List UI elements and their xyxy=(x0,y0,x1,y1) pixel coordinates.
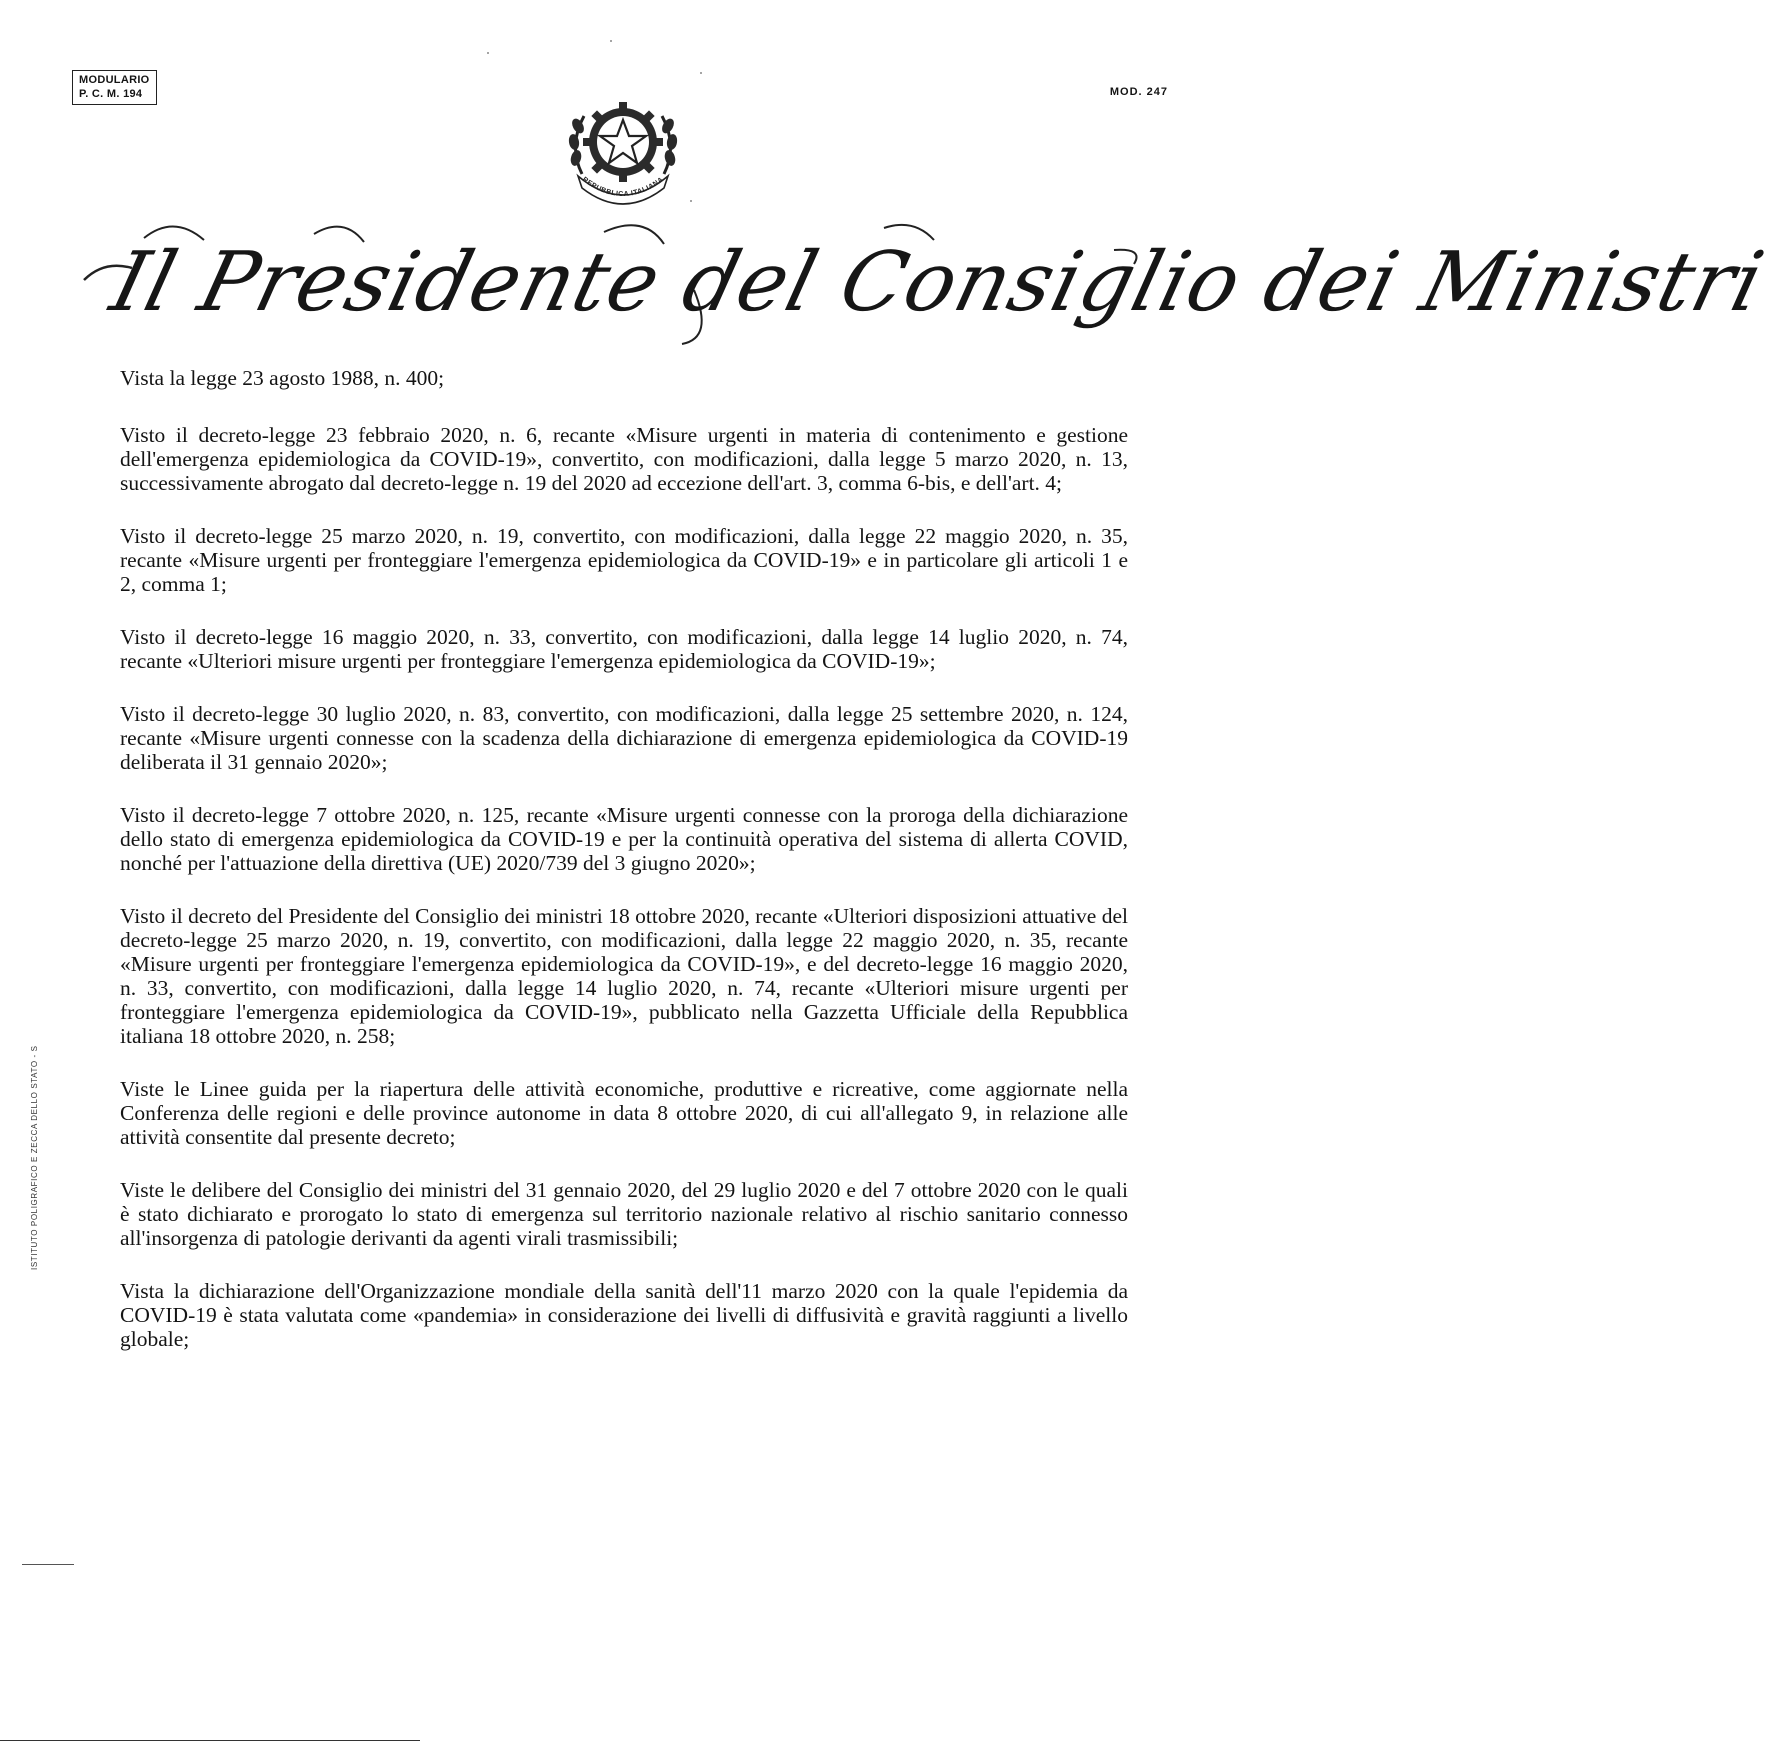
paragraph-4: Visto il decreto-legge 16 maggio 2020, n. 33, convertito, con modificazioni, dalla legge 14 luglio 2020, n. 74, recante «Ulteriori misure urgenti per fronteggiare l'emergenza epidemiologica da COVID-19»; xyxy=(120,625,1128,673)
paragraph-1: Vista la legge 23 agosto 1988, n. 400; xyxy=(120,366,445,390)
paragraph-3: Visto il decreto-legge 25 marzo 2020, n. 19, convertito, con modificazioni, dalla legge 22 maggio 2020, n. 35, recante «Misure urgenti per fronteggiare l'emergenza epidemiologica da COVID-19» e in particolare gli articoli 1 e 2, comma 1; xyxy=(120,524,1128,596)
modulario-line-2: P. C. M. 194 xyxy=(79,88,143,100)
scan-speck xyxy=(690,200,692,202)
paragraph-7: Visto il decreto del Presidente del Consiglio dei ministri 18 ottobre 2020, recante «Ulteriori disposizioni attuative del decreto-legge 25 marzo 2020, n. 19, convertito, con modificazioni, dalla legge 22 maggio 2020, n. 35, recante «Misure urgenti per fronteggiare l'emergenza epidemiologica da COVID-19», e del decreto-legge 16 maggio 2020, n. 33, convertito, con modificazioni, dalla legge 14 luglio 2020, n. 74, recante «Ulteriori misure urgenti per fronteggiare l'emergenza epidemiologica da COVID-19», pubblicato nella Gazzetta Ufficiale della Repubblica italiana 18 ottobre 2020, n. 258; xyxy=(120,904,1128,1048)
paragraph-5: Visto il decreto-legge 30 luglio 2020, n. 83, convertito, con modificazioni, dalla legge 25 settembre 2020, n. 124, recante «Misure urgenti connesse con la scadenza della dichiarazione di emergenza epidemiologica da COVID-19 deliberata il 31 gennaio 2020»; xyxy=(120,702,1128,774)
document-body xyxy=(120,366,1128,1380)
paragraph-10: Vista la dichiarazione dell'Organizzazione mondiale della sanità dell'11 marzo 2020 con la quale l'epidemia da COVID-19 è stata valutata come «pandemia» in considerazione dei livelli di diffusività e gravità raggiunti a livello globale; xyxy=(120,1279,1128,1351)
paragraph-8: Viste le Linee guida per la riapertura delle attività economiche, produttive e ricreative, come aggiornate nella Conferenza delle regioni e delle province autonome in data 8 ottobre 2020, di cui all'allegato 9, in relazione alle attività consentite dal presente decreto; xyxy=(120,1077,1128,1149)
paragraph-6: Visto il decreto-legge 7 ottobre 2020, n. 125, recante «Misure urgenti connesse con la proroga della dichiarazione dello stato di emergenza epidemiologica da COVID-19 e per la continuità operativa del sistema di allerta COVID, nonché per l'attuazione della direttiva (UE) 2020/739 del 3 giugno 2020»; xyxy=(120,803,1128,875)
paragraph-9: Viste le delibere del Consiglio dei ministri del 31 gennaio 2020, del 29 luglio 2020 e del 7 ottobre 2020 con le quali è stato dichiarato e prorogato lo stato di emergenza sul territorio nazionale relativo al rischio sanitario connesso all'insorgenza di patologie derivanti da agenti virali trasmissibili; xyxy=(120,1178,1128,1250)
modulario-stamp xyxy=(72,70,157,105)
printer-margin-note: ISTITUTO POLIGRAFICO E ZECCA DELLO STATO - S xyxy=(30,1045,39,1270)
form-code: MOD. 247 xyxy=(1109,86,1168,98)
scan-speck xyxy=(487,52,489,54)
emblem-ribbon-text: REPUBBLICA ITALIANA xyxy=(580,176,666,199)
italian-emblem-icon xyxy=(560,96,686,210)
masthead-title: Il Presidente del Consiglio dei Ministri xyxy=(102,235,1774,330)
masthead xyxy=(84,220,1774,350)
margin-dash xyxy=(22,1564,74,1565)
modulario-line-1: MODULARIO xyxy=(79,74,150,86)
scan-speck xyxy=(700,72,702,74)
bottom-rule xyxy=(0,1740,420,1741)
scan-speck xyxy=(610,40,612,42)
paragraph-2: Visto il decreto-legge 23 febbraio 2020, n. 6, recante «Misure urgenti in materia di contenimento e gestione dell'emergenza epidemiologica da COVID-19», convertito, con modificazioni, dalla legge 5 marzo 2020, n. 13, successivamente abrogato dal decreto-legge n. 19 del 2020 ad eccezione dell'art. 3, comma 6-bis, e dell'art. 4; xyxy=(120,423,1128,495)
